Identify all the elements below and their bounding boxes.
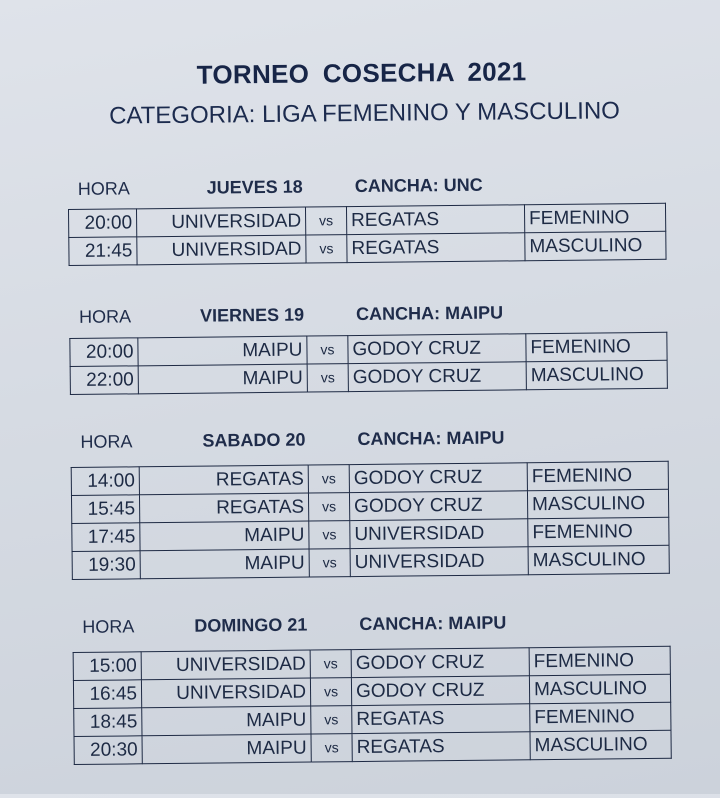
- cancha-label: CANCHA: MAIPU: [359, 612, 507, 635]
- vs-label: vs: [311, 706, 352, 734]
- match-category: MASCULINO: [528, 545, 669, 574]
- vs-label: vs: [308, 465, 349, 493]
- day-header-sabado: [0, 425, 720, 457]
- match-time: 21:45: [69, 237, 137, 266]
- away-team: GODOY CRUZ: [351, 648, 529, 678]
- table-row: [74, 730, 671, 764]
- home-team: UNIVERSIDAD: [137, 235, 306, 265]
- vs-label: vs: [310, 650, 351, 678]
- home-team: MAIPU: [138, 336, 307, 366]
- away-team: GODOY CRUZ: [349, 491, 527, 521]
- away-team: UNIVERSIDAD: [350, 547, 528, 577]
- match-category: FEMENINO: [529, 646, 670, 675]
- match-category: FEMENINO: [527, 461, 668, 490]
- away-team: REGATAS: [352, 704, 530, 734]
- match-time: 15:45: [71, 495, 139, 524]
- vs-label: vs: [305, 207, 346, 235]
- cancha-label: CANCHA: MAIPU: [355, 302, 504, 325]
- table-row: [70, 360, 667, 394]
- page-subtitle: CATEGORIA: LIGA FEMENINO Y MASCULINO: [108, 97, 621, 130]
- away-team: REGATAS: [346, 205, 524, 235]
- table-row: [72, 545, 669, 579]
- hora-label: HORA: [80, 431, 133, 452]
- hora-label: HORA: [79, 306, 132, 327]
- day-header-domingo: [2, 610, 720, 642]
- away-team: UNIVERSIDAD: [350, 519, 528, 549]
- home-team: MAIPU: [142, 734, 311, 764]
- day-label: VIERNES 19: [199, 304, 305, 326]
- day-header-jueves: [0, 172, 718, 204]
- match-category: MASCULINO: [525, 231, 666, 260]
- day-label: JUEVES 18: [206, 176, 303, 198]
- home-team: MAIPU: [138, 364, 307, 394]
- match-time: 20:30: [74, 736, 142, 765]
- matches-table-domingo: [73, 646, 672, 765]
- cancha-label: CANCHA: MAIPU: [357, 427, 505, 450]
- home-team: UNIVERSIDAD: [141, 650, 310, 680]
- hora-label: HORA: [77, 178, 130, 199]
- match-time: 22:00: [70, 366, 138, 395]
- hora-label: HORA: [82, 616, 135, 637]
- home-team: UNIVERSIDAD: [136, 207, 305, 237]
- match-time: 14:00: [71, 467, 139, 496]
- home-team: MAIPU: [142, 706, 311, 736]
- vs-label: vs: [309, 549, 350, 577]
- vs-label: vs: [306, 235, 347, 263]
- vs-label: vs: [308, 493, 349, 521]
- away-team: GODOY CRUZ: [351, 676, 529, 706]
- match-time: 17:45: [72, 523, 140, 552]
- match-category: FEMENINO: [524, 203, 665, 232]
- match-category: MASCULINO: [529, 674, 670, 703]
- home-team: MAIPU: [140, 549, 309, 579]
- match-time: 15:00: [73, 652, 141, 681]
- home-team: REGATAS: [139, 465, 308, 495]
- away-team: GODOY CRUZ: [348, 362, 526, 392]
- matches-table-jueves: [68, 203, 667, 266]
- match-time: 20:00: [70, 338, 138, 367]
- matches-table-viernes: [69, 332, 668, 395]
- match-category: FEMENINO: [530, 702, 671, 731]
- table-row: [69, 231, 666, 265]
- away-team: REGATAS: [347, 233, 525, 263]
- page-title: TORNEO COSECHA 2021: [196, 56, 527, 90]
- match-category: MASCULINO: [526, 360, 667, 389]
- away-team: GODOY CRUZ: [349, 463, 527, 493]
- vs-label: vs: [307, 336, 348, 364]
- match-time: 20:00: [68, 209, 136, 238]
- match-category: MASCULINO: [527, 489, 668, 518]
- away-team: REGATAS: [352, 732, 530, 762]
- home-team: MAIPU: [140, 521, 309, 551]
- match-category: FEMENINO: [526, 332, 667, 361]
- match-time: 18:45: [74, 708, 142, 737]
- match-time: 19:30: [72, 551, 140, 580]
- vs-label: vs: [310, 678, 351, 706]
- away-team: GODOY CRUZ: [348, 334, 526, 364]
- day-label: SABADO 20: [202, 429, 306, 451]
- day-label: DOMINGO 21: [194, 614, 308, 636]
- match-time: 16:45: [73, 680, 141, 709]
- match-category: FEMENINO: [528, 517, 669, 546]
- day-header-viernes: [0, 300, 719, 332]
- vs-label: vs: [309, 521, 350, 549]
- match-category: MASCULINO: [530, 730, 671, 759]
- matches-table-sabado: [71, 461, 670, 580]
- vs-label: vs: [311, 734, 352, 762]
- home-team: REGATAS: [139, 493, 308, 523]
- cancha-label: CANCHA: UNC: [354, 174, 483, 197]
- home-team: UNIVERSIDAD: [141, 678, 310, 708]
- vs-label: vs: [307, 364, 348, 392]
